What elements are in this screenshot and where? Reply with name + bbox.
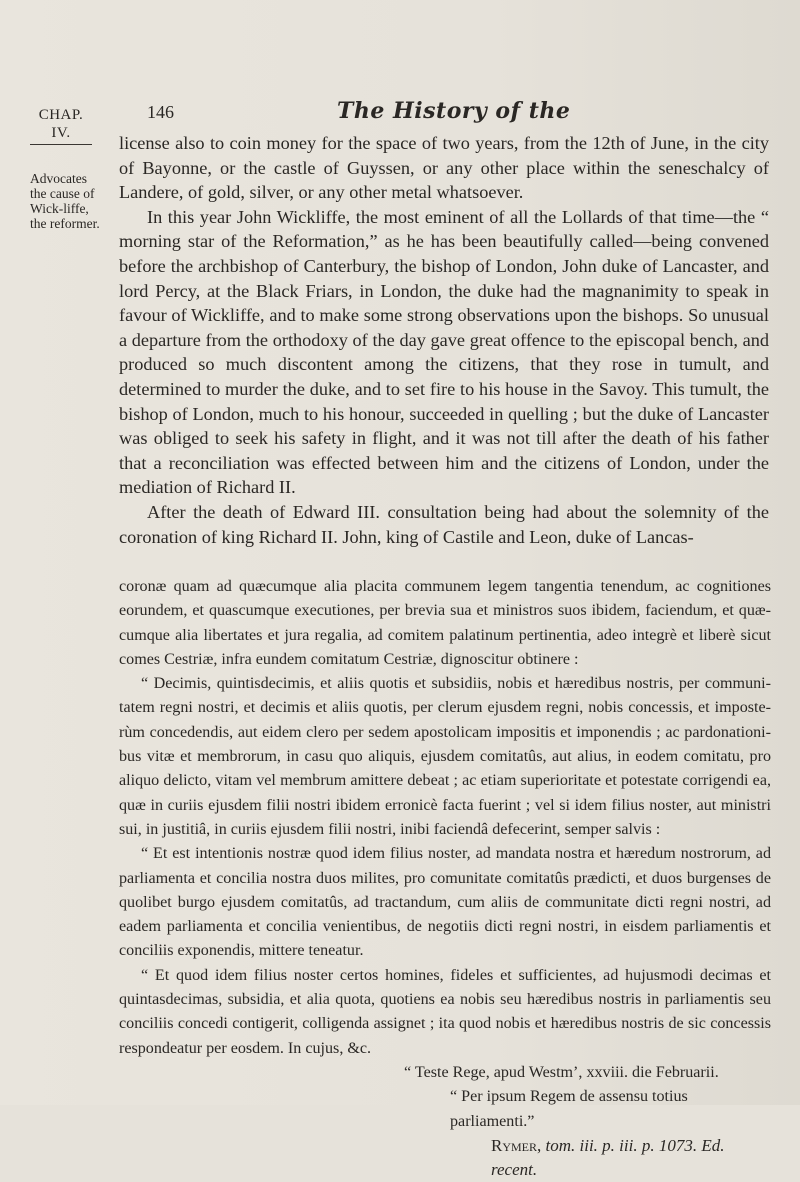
body-paragraph: After the death of Edward III. consultation being had about the solemnity of the coronation of king Richard II. John, king of Castile and Leon, duke of Lancas- (119, 501, 769, 547)
latin-quotation (119, 575, 771, 1182)
page-number: 146 (147, 102, 174, 122)
quote-paragraph: “ Et est intentionis nostræ quod idem filius noster, ad mandata nostra et hæredum nostrorum, ad parliamenta et concilia nostra duos milites, pro comunitate comitatûs prædicti, et duos burgenses de quolibet burgo ejusdem comitatûs, ad tractandum, cum aliis de communitate dicti regni nostri, ad eadem parliamenta et concilia venientibus, de negotiis dicti regni nostri, in eisdem parliamentis et conciliis exponendis, mittere teneatur. (119, 845, 771, 960)
citation-author: Rymer, (491, 1135, 542, 1155)
quote-teste-line: “ Teste Rege, apud Westm’, xxviii. die Februarii. (404, 1063, 719, 1081)
quote-paragraph: “ Et quod idem filius noster certos homines, fideles et sufficientes, ad hujusmodi decimas et quintasdecimas, subsidia, et alia quota, quotiens ea nobis seu hæredibus nostris in parliamentis seu conciliis concedi contigerit, colligenda assignet ; ita quod nobis et hæredibus nostris de sic concessis respondeatur per eosdem. In cujus, &c. (119, 966, 771, 1057)
citation-edition: Ed. recent. (491, 1135, 725, 1180)
running-title: The History of the (337, 98, 571, 124)
page-header (147, 100, 760, 128)
body-paragraph: In this year John Wickliffe, the most eminent of all the Lollards of that time—the “ morning star of the Reformation,” as he has been beautifully called—being convened before the archbishop of Canterbury, the bishop of London, John duke of Lancaster, and lord Percy, at the Black Friars, in London, the duke had the magnanimity to speak in favour of Wickliffe, and to make some strong observations upon the bishops. So unusual a departure from the orthodoxy of the day gave great offence to the episcopal bench, and produced so much discontent among the citizens, that they rose in tumult, and determined to murder the duke, and to set fire to his house in the Savoy. This tumult, the bishop of London, much to his honour, succeeded in quelling ; but the duke of Lancaster was obliged to seek his safety in flight, and it was not till after the death of his father that a reconciliation was effected between him and the citizens of London, under the mediation of Richard II. (119, 206, 769, 498)
chapter-rule (30, 144, 92, 145)
body-paragraph: license also to coin money for the space of two years, from the 12th of June, in the city of Bayonne, or the castle of Guyssen, or any other place within the seneschalcy of Landere, of gold, silver, or any other metal whatsoever. (119, 133, 769, 203)
main-text (119, 131, 769, 549)
chapter-label: CHAP. (38, 107, 84, 123)
citation (119, 1134, 771, 1182)
margin-sidenote: Advocates the cause of Wick-liffe, the reformer. (30, 171, 100, 231)
quote-per-line: “ Per ipsum Regem de assensu totius parliamenti.” (450, 1088, 688, 1130)
chapter-number: IV. (51, 125, 71, 141)
quote-paragraph: coronæ quam ad quæcumque alia placita communem legem tangentia tenendum, ac cognitiones eorundem, et quascumque executiones, per brevia sua et ministros suos ibidem, faciendum, et quæ-cumque alia libertates et jura regalia, ad comitem palatinum pertinentia, adeo integrè et liberè sicut comes Cestriæ, infra eundem comitatum Cestriæ, dignoscitur obtinere : (119, 578, 771, 668)
citation-reference: tom. iii. p. iii. p. 1073. (545, 1135, 698, 1155)
quote-paragraph: “ Decimis, quintisdecimis, et aliis quotis et subsidiis, nobis et hæredibus nostris, per communi-tatem regni nostri, et decimis et aliis quotis, per clerum ejusdem regni, nobis concessis, et imposte-rùm concedendis, aut eidem clero per sedem apostolicam impositis et imponendis ; ac pardonationi-bus vitæ et membrorum, in casu quo aliquis, ejusdem comitatûs, aut alius, in eodem comitatu, pro aliquo delicto, vitam vel membrum amittere debeat ; ac etiam superioritate et potestate corrigendi ea, quæ in curiis ejusdem filii nostri ibidem erronicè facta fuerint ; vel si idem filius noster, aut ministri sui, in justitiâ, in curiis ejusdem filii nostri, inibi faciendâ defecerint, semper salvis : (119, 675, 771, 838)
margin-column (30, 106, 100, 231)
